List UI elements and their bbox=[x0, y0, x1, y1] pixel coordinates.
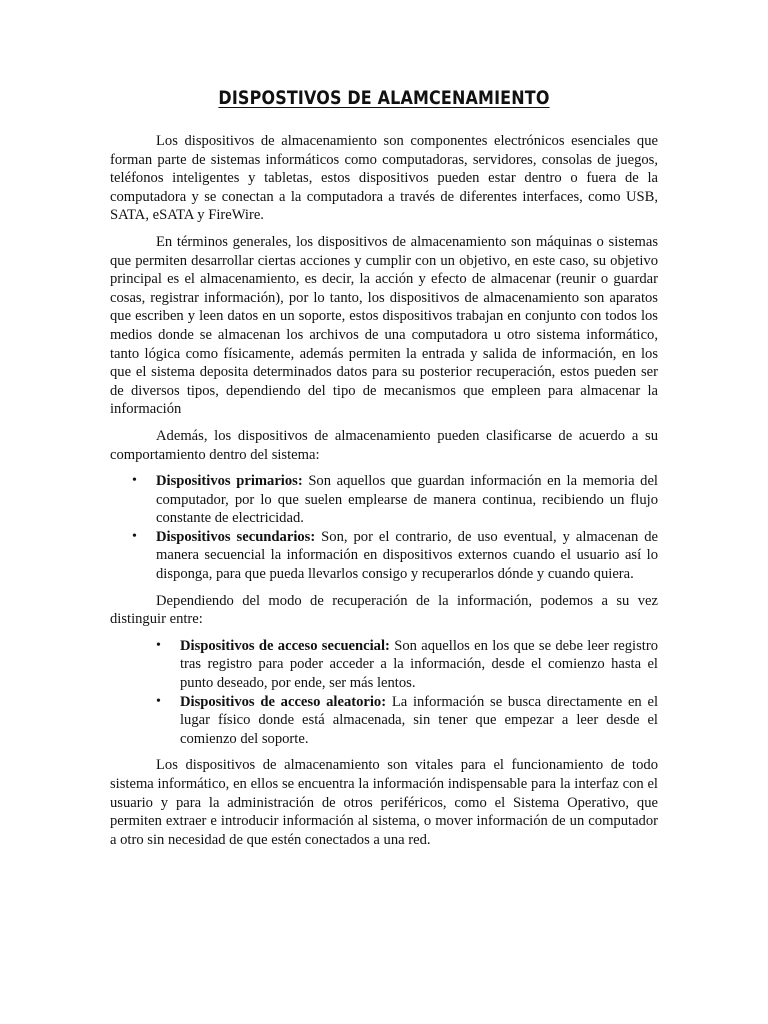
list-item-text: La información se busca directamente en el lugar físico donde está almacenada, sin tener que empezar a leer desde el comienzo del soporte. bbox=[180, 693, 658, 747]
list-item-primary bbox=[110, 472, 658, 528]
list-item-text: Son aquellos que guardan información en la memoria del computador, por lo que suelen emplearse de manera continua, recibiendo un flujo constante de electricidad. bbox=[156, 473, 658, 527]
list-item-secondary bbox=[110, 528, 658, 584]
paragraph-definition: En términos generales, los dispositivos de almacenamiento son máquinas o sistemas que permiten desarrollar ciertas acciones y cumplir con un objetivo, en este caso, su objetivo principal es el almacenamiento, es decir, la acción y efecto de almacenar (reunir o guardar cosas, registrar información), por lo tanto, los dispositivos de almacenamiento son aparatos que escriben y leen datos en un soporte, estos dispositivos trabajan en conjunto con todos los medios donde se almacenan los archivos de una computadora u otro sistema informático, tanto lógica como físicamente, además permiten la entrada y salida de información, en los que el sistema deposita determinados datos para su posterior recuperación, estos pueden ser de diversos tipos, dependiendo del tipo de mecanismos que empleen para almacenar la información bbox=[110, 233, 658, 418]
list-item-term: Dispositivos secundarios: bbox=[156, 528, 316, 545]
document-page bbox=[110, 86, 658, 857]
document-title: DISPOSTIVOS DE ALAMCENAMIENTO bbox=[218, 87, 550, 109]
list-item-random bbox=[110, 693, 658, 749]
behavior-list bbox=[110, 472, 658, 584]
list-item-text: Son, por el contrario, de uso eventual, y almacenan de manera secuencial la información en dispositivos externos cuando el usuario así lo disponga, para que pueda llevarlos consigo y recuperarlos dónde y cuando quiera. bbox=[156, 528, 658, 583]
paragraph-classification: Además, los dispositivos de almacenamiento pueden clasificarse de acuerdo a su comportamiento dentro del sistema: bbox=[110, 427, 658, 463]
list-item-term: Dispositivos de acceso secuencial: bbox=[180, 637, 390, 654]
paragraph-access-mode: Dependiendo del modo de recuperación de la información, podemos a su vez distinguir entre: bbox=[110, 592, 658, 628]
list-item-term: Dispositivos primarios: bbox=[156, 473, 303, 490]
list-item-term: Dispositivos de acceso aleatorio: bbox=[180, 693, 387, 710]
access-list bbox=[110, 637, 658, 749]
list-item-text: Son aquellos en los que se debe leer registro tras registro para poder acceder a la información, desde el comienzo hasta el punto deseado, por ende, ser más lentos. bbox=[180, 637, 658, 692]
paragraph-intro: Los dispositivos de almacenamiento son componentes electrónicos esenciales que forman parte de sistemas informáticos como computadoras, servidores, consolas de juegos, teléfonos inteligentes y tabletas, estos dispositivos pueden estar dentro o fuera de la computadora y se conectan a la computadora a través de diferentes interfaces, como USB, SATA, eSATA y FireWire. bbox=[110, 133, 658, 224]
list-item-sequential bbox=[110, 637, 658, 693]
paragraph-conclusion: Los dispositivos de almacenamiento son vitales para el funcionamiento de todo sistema informático, en ellos se encuentra la información indispensable para la interfaz con el usuario y para la administración de otros periféricos, como el Sistema Operativo, que permiten extraer e introducir información al sistema, o mover información de un computador a otro sin necesidad de que estén conectados a una red. bbox=[110, 757, 658, 848]
